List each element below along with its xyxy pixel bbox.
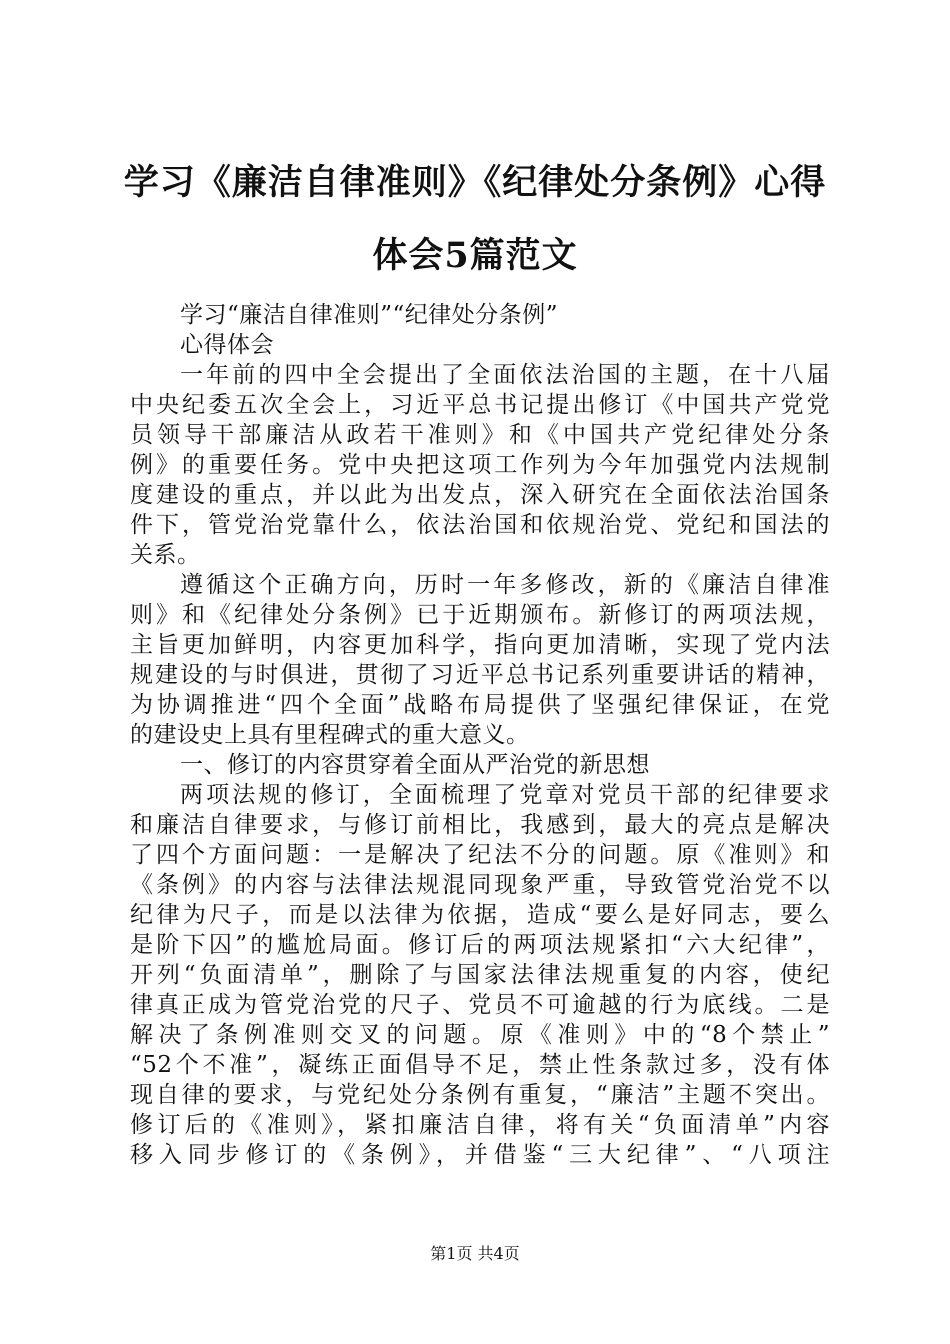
paragraph-line: 《条例》的内容与法律法规混同现象严重，导致管党治党不以	[130, 872, 830, 898]
paragraph-line: 员领导干部廉洁从政若干准则》和《中国共产党纪律处分条	[130, 422, 830, 448]
paragraph-line: 度建设的重点，并以此为出发点，深入研究在全面依法治国条	[130, 482, 830, 508]
document-title-line-1: 学习《廉洁自律准则》《纪律处分条例》心得	[123, 162, 827, 203]
paragraph-line: 开列“负面清单”，删除了与国家法律法规重复的内容，使纪	[130, 962, 830, 988]
paragraph-line: 则》和《纪律处分条例》已于近期颁布。新修订的两项法规，	[130, 602, 830, 628]
paragraph-line: 例》的重要任务。党中央把这项工作列为今年加强党内法规制	[130, 452, 830, 478]
paragraph-line: 件下，管党治党靠什么，依法治国和依规治党、党纪和国法的	[130, 512, 830, 538]
document-body	[130, 300, 830, 1170]
paragraph-line: 现自律的要求，与党纪处分条例有重复，“廉洁”主题不突出。	[130, 1082, 830, 1108]
paragraph-line: 关系。	[130, 542, 201, 568]
paragraph-line: 的建设史上具有里程碑式的重大意义。	[130, 722, 530, 748]
document-title-line-2: 体会5篇范文	[372, 235, 578, 276]
paragraph-line: 解决了条例准则交叉的问题。原《准则》中的“8个禁止”	[130, 1022, 830, 1048]
paragraph-line: 修订后的《准则》，紧扣廉洁自律，将有关“负面清单”内容	[130, 1112, 830, 1138]
paragraph-line: 一年前的四中全会提出了全面依法治国的主题，在十八届	[180, 362, 830, 388]
paragraph-line: 两项法规的修订，全面梳理了党章对党员干部的纪律要求	[180, 782, 830, 808]
paragraph-line: 为协调推进“四个全面”战略布局提供了坚强纪律保证，在党	[130, 692, 830, 718]
paragraph-line: 了四个方面问题：一是解决了纪法不分的问题。原《准则》和	[130, 842, 830, 868]
paragraph-line: 主旨更加鲜明，内容更加科学，指向更加清晰，实现了党内法	[130, 632, 830, 658]
subtitle-line-1: 学习“廉洁自律准则”“纪律处分条例”	[180, 302, 559, 328]
paragraph-line: 律真正成为管党治党的尺子、党员不可逾越的行为底线。二是	[130, 992, 830, 1018]
section-heading: 一、修订的内容贯穿着全面从严治党的新思想	[180, 752, 650, 778]
paragraph-line: 中央纪委五次全会上，习近平总书记提出修订《中国共产党党	[130, 392, 830, 418]
page-footer: 第1页 共4页	[430, 1244, 520, 1263]
paragraph-line: 移入同步修订的《条例》，并借鉴“三大纪律”、“八项注	[130, 1142, 830, 1168]
paragraph-line: 规建设的与时俱进，贯彻了习近平总书记系列重要讲话的精神，	[130, 662, 830, 688]
paragraph-line: 纪律为尺子，而是以法律为依据，造成“要么是好同志，要么	[130, 902, 830, 928]
paragraph-line: 遵循这个正确方向，历时一年多修改，新的《廉洁自律准	[180, 572, 830, 598]
paragraph-line: 和廉洁自律要求，与修订前相比，我感到，最大的亮点是解决	[130, 812, 830, 838]
paragraph-line: 是阶下囚”的尴尬局面。修订后的两项法规紧扣“六大纪律”，	[130, 932, 830, 958]
subtitle-line-2: 心得体会	[180, 332, 274, 358]
paragraph-line: “52个不准”，凝练正面倡导不足，禁止性条款过多，没有体	[130, 1052, 830, 1078]
